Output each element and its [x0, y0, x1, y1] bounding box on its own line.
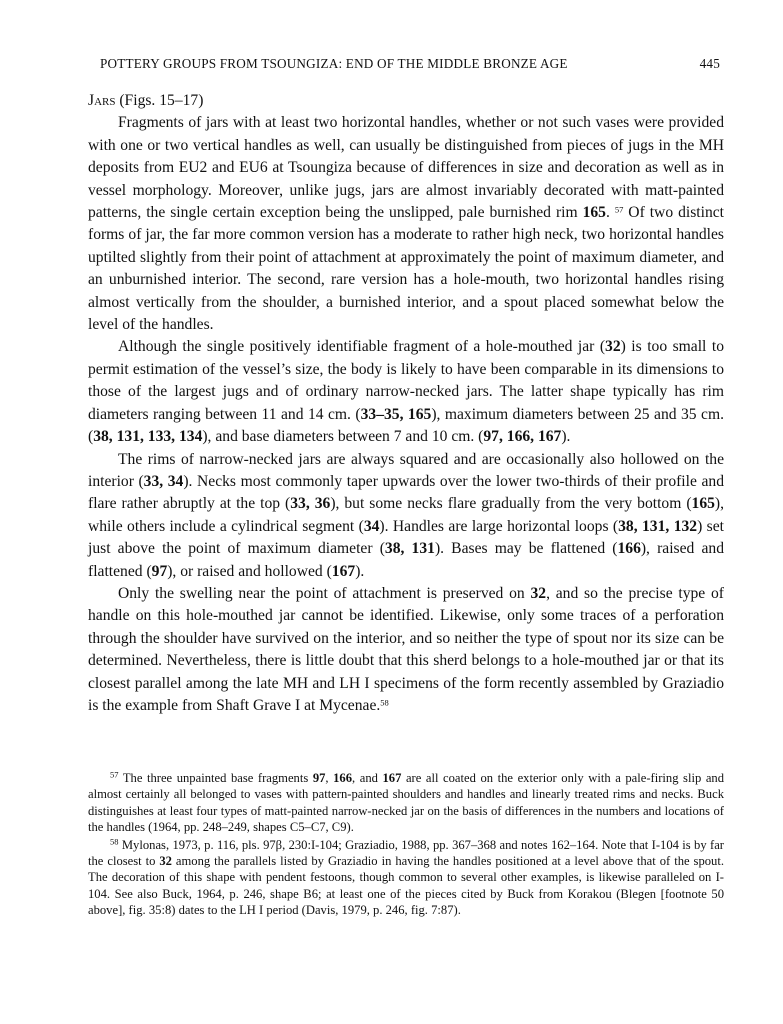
main-text: [88, 90, 724, 717]
text-run: ), or raised and hollowed (: [167, 562, 332, 580]
catalog-ref: 97: [151, 562, 168, 580]
footnote-ref-58[interactable]: 58: [380, 697, 389, 708]
catalog-ref: 167: [331, 562, 356, 580]
section-title: Jars: [88, 92, 116, 109]
text-run: ). Necks most commonly taper upwards over the lower two-thirds of their profile and flare rather abruptly at the top (: [88, 472, 724, 513]
text-run: ), while others include a cylindrical segment (: [88, 495, 724, 535]
text-run: Of two distinct forms of jar, the far more common version has a moderate to rather high neck, two horizontal handles uptilted slightly from their point of attachment at approximately the point of maximum diameter, and an unburnished interior. The second, rare version has a hole-mouth, two horizontal handles rising almost vertically from the shoulder, a burnished interior, and a spout placed somewhat below the level of the handles.: [88, 204, 724, 334]
catalog-ref: 97: [312, 771, 326, 785]
text-run: ).: [561, 428, 571, 446]
catalog-ref: 32: [605, 338, 621, 356]
catalog-ref: 33–35, 165: [360, 405, 432, 423]
paragraph-2: [88, 336, 724, 448]
text-run: ).: [355, 562, 365, 580]
catalog-ref: 38, 131, 132: [618, 517, 698, 535]
text-run: The three unpainted base fragments: [118, 771, 313, 785]
text-run: ). Handles are large horizontal loops (: [379, 517, 619, 535]
text-run: ). Bases may be flattened (: [434, 540, 618, 558]
text-run: The rims of narrow-necked jars are always squared and are occasionally also hollowed on the interior (: [88, 450, 724, 490]
text-run: ) set just above the point of maximum diameter (: [88, 517, 724, 558]
text-run: , and so the precise type of handle on this hole-mouthed jar cannot be identified. Likewise, only some traces of a perforation through the shoulder have survived on the interior, and so neither the type of spout nor its size can be determined. Nevertheless, there is little doubt that this sherd belongs to a hole-mouthed jar or that its closest parallel among the late MH and LH I specimens of the form recently assembled by Graziadio is the example from Shaft Grave I at Mycenae.: [88, 584, 724, 714]
catalog-ref: 33, 36: [290, 495, 331, 513]
footnote-number: 58: [110, 835, 119, 846]
running-title: POTTERY GROUPS FROM TSOUNGIZA: END OF THE MIDDLE BRONZE AGE: [100, 56, 568, 71]
catalog-ref: 166: [333, 771, 353, 785]
text-run: ), raised and flattened (: [88, 540, 724, 580]
footnote-number: 57: [110, 769, 119, 780]
footnotes: [88, 770, 724, 920]
footnote-57: [88, 770, 724, 836]
text-run: Although the single positively identifiable fragment of a hole-mouthed jar (: [118, 338, 606, 356]
text-run: ,: [325, 771, 334, 785]
section-figs: (Figs. 15–17): [115, 92, 204, 109]
catalog-ref: 38, 131: [384, 540, 435, 558]
catalog-ref: 167: [382, 771, 402, 785]
catalog-ref: 33, 34: [143, 472, 184, 490]
catalog-ref: 97, 166, 167: [483, 428, 562, 446]
catalog-ref: 34: [363, 517, 380, 535]
catalog-ref: 165: [582, 204, 606, 222]
text-run: Fragments of jars with at least two horizontal handles, whether or not such vases were provided with one or two vertical handles as well, can usually be distinguished from pieces of jugs in the MH deposits from EU2 and EU6 at Tsoungiza because of differences in size and decoration as well as in vessel morphology. Moreover, unlike jugs, jars are almost invariably decorated with matt-painted patterns, the single certain exception being the unslipped, pale burnished rim: [88, 114, 724, 222]
text-run: , and: [352, 771, 383, 785]
catalog-ref: 38, 131, 133, 134: [93, 428, 203, 446]
footnote-ref-57[interactable]: 57: [614, 204, 624, 215]
text-run: among the parallels listed by Graziadio in having the handles positioned at a level above that of the spout. The decoration of this shape with pendent festoons, though common to several other examples, is likewise paralleled on I-104. See also Buck, 1964, p. 246, shape B6; at least one of the pieces cited by Buck from Korakou (Blegen [footnote 50 above], fig. 35:8) dates to the LH I period (Davis, 1979, p. 246, fig. 7:87).: [88, 854, 724, 918]
text-run: ) is too small to permit estimation of the vessel’s size, the body is likely to have been comparable in its dimensions to those of the largest jugs and of ordinary narrow-necked jars. The latter shape typically has rim diameters ranging between 11 and 14 cm. (: [88, 338, 725, 423]
catalog-ref: 166: [617, 540, 641, 558]
catalog-ref: 32: [159, 854, 172, 869]
paragraph-4: [88, 583, 724, 717]
page-number: 445: [699, 56, 720, 71]
text-run: .: [605, 204, 615, 222]
catalog-ref: 165: [691, 495, 715, 513]
paragraph-1: [88, 112, 724, 336]
text-run: ), and base diameters between 7 and 10 cm. (: [202, 428, 484, 446]
text-run: Mylonas, 1973, p. 116, pls. 97β, 230:I-104; Graziadio, 1988, pp. 367–368 and notes 162–164. Note that I-104 is by far the closest to: [88, 837, 724, 869]
text-run: are all coated on the exterior only with a pale-firing slip and almost certainly all belonged to vases with pattern-painted shoulders and handles and linearly treated rims and necks. Buck distinguishes at least four types of matt-painted narrow-necked jar on the basis of differences in the numbers and locations of the handles (1964, pp. 248–249, shapes C5–C7, C9).: [88, 771, 725, 835]
text-run: ), maximum diameters between 25 and 35 cm. (: [88, 405, 724, 446]
paragraph-3: [88, 449, 724, 583]
text-run: Only the swelling near the point of attachment is preserved on: [118, 584, 531, 602]
text-run: ), but some necks flare gradually from the very bottom (: [330, 495, 692, 513]
running-header: [100, 56, 720, 72]
section-heading: [88, 90, 724, 112]
catalog-ref: 32: [530, 584, 547, 602]
footnote-58: [88, 837, 724, 919]
